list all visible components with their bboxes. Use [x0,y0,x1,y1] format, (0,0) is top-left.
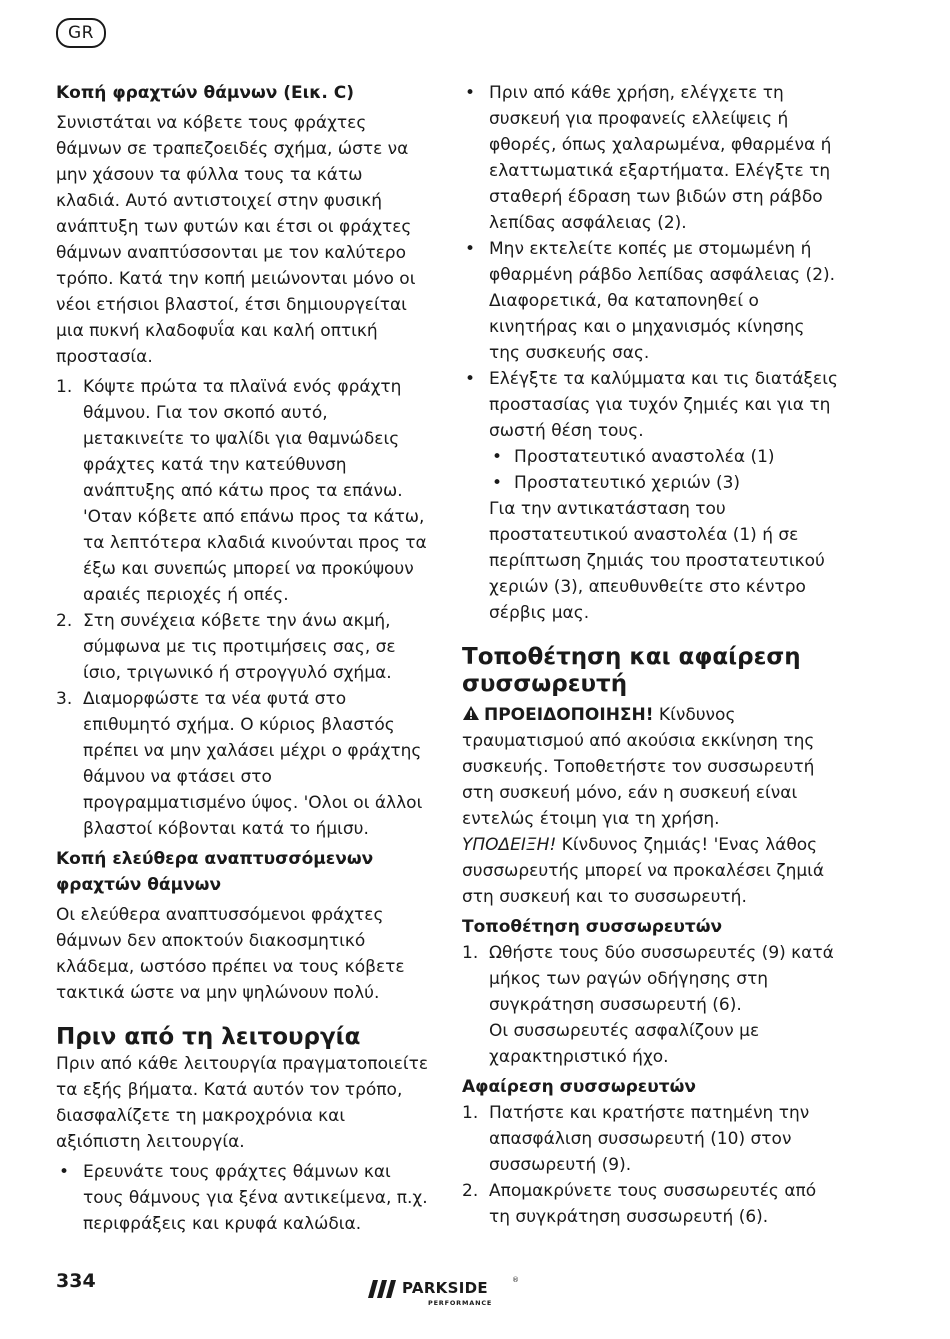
list-item [462,80,840,236]
left-column [56,80,431,1237]
list-item [56,374,431,608]
list-item-text: Προστατευτικό αναστολέα (1) [514,447,775,467]
bullet-icon: • [492,473,503,493]
paragraph-before-operation: Πριν από κάθε λειτουργία πραγματοποιείτε τα εξής βήματα. Κατά αυτόν τον τρόπο, διασφαλίζετε τη μακροχρόνια και αξιόπιστη λειτουργία. [56,1054,429,1152]
list-item-text: Πριν από κάθε χρήση, ελέγχετε τη συσκευή για προφανείς ελλείψεις ή φθορές, όπως χαλαρωμένα, φθαρμένα ή ελαττωματικά εξαρτήματα. Ελέγξτε τη σταθερή έδραση των βιδών στη ράβδο λεπίδας ασφάλειας (2). [489,83,832,233]
note-text: Κίνδυνος ζημιάς! 'Ενας λάθος συσσωρευτής μπορεί να προκαλέσει ζημιά στη συσκευή και το συσσωρευτή. [462,835,825,907]
list-item-text: Προστατευτικό χεριών (3) [514,473,741,493]
list-item-text: Διαμορφώστε τα νέα φυτά στο επιθυμητό σχήμα. Ο κύριος βλαστός πρέπει να μην χαλάσει μέχρι ο φράχτης θάμνου να φτάσει στο προγραμματισμένο ύψος. 'Ολοι οι άλλοι βλαστοί κόβονται κατά το ήμισυ. [83,689,423,839]
bullet-icon: • [465,239,476,259]
list-item-text: Στη συνέχεια κόβετε την άνω ακμή, σύμφωνα με τις προτιμήσεις σας, σε ίσιο, τριγωνικό ή στρογγυλό σχήμα. [83,611,396,683]
right-column [462,80,840,1230]
list-item-text: Ωθήστε τους δύο συσσωρευτές (9) κατά μήκος των ραγών οδήγησης στη συγκράτηση συσσωρευτή (6). [489,943,834,1015]
warning-paragraph [462,702,840,832]
paragraph-hedge-cutting: Συνιστάται να κόβετε τους φράχτες θάμνων σε τραπεζοειδές σχήμα, ώστε να μην χάσουν τα φύλλα τους τα κάτω κλαδιά. Αυτό αντιστοιχεί στην φυσική ανάπτυξη των φυτών και έτσι οι φράχτες θάμνων αναπτύσσονται με τον καλύτερο τρόπο. Κατά την κοπή μειώνονται μόνο οι νέοι ετήσιοι βλαστοί, έτσι δημιουργείται μια πυκνή κλαδοφυΐα και καλή οπτική προστασία. [56,113,416,367]
page-number: 334 [56,1270,96,1292]
paragraph-free-growing: Οι ελεύθερα αναπτυσσόμενοι φράχτες θάμνων δεν αποκτούν διακοσμητικό κλάδεμα, ωστόσο πρέπει να τους κόβετε τακτικά ώστε να μην ψηλώνουν πολύ. [56,905,405,1003]
warning-label: ΠΡΟΕΙΔΟΠΟΙΗΣΗ! [484,705,654,725]
list-item [56,608,431,686]
section-heading-remove-battery: Αφαίρεση συσσωρευτών [462,1077,696,1097]
list-number: 2. [56,611,73,631]
list-item [462,236,840,366]
list-item [462,1178,840,1230]
replacement-note: Για την αντικατάσταση του προστατευτικού αναστολέα (1) ή σε περίπτωση ζημιάς του προστατευτικού χεριών (3), απευθυνθείτε στο κέντρο σέρβις μας. [489,499,825,623]
list-number: 1. [56,377,73,397]
brand-logo [368,1278,528,1312]
logo-brand-text: PARKSIDE [402,1279,488,1297]
note-paragraph [462,832,840,910]
list-item-text: Κόψτε πρώτα τα πλαϊνά ενός φράχτη θάμνου. Για τον σκοπό αυτό, μετακινείτε το ψαλίδι για θαμνώδεις φράχτες κατά την κατεύθυνση ανάπτυξης από κάτω προς τα επάνω. 'Οταν κόβετε από επάνω προς τα κάτω, τα λεπτότερα κλαδιά κινούνται προς τα έξω και συνεπώς μπορεί να προκύψουν αραιές περιοχές ή οπές. [83,377,427,605]
section-heading-hedge-cutting: Κοπή φραχτών θάμνων (Εικ. C) [56,83,354,103]
warning-triangle-icon [462,705,480,721]
sub-list-item [462,444,840,470]
section-heading-battery: Τοποθέτηση και αφαίρεση συσσωρευτή [462,644,801,697]
section-heading-before-operation: Πριν από τη λειτουργία [56,1024,361,1050]
list-item [462,1100,840,1178]
list-item [462,366,840,444]
list-item [56,1159,431,1237]
logo-sub-text: PERFORMANCE [428,1299,493,1307]
list-item-text: Ερευνάτε τους φράχτες θάμνων και τους θάμνους για ξένα αντικείμενα, π.χ. περιφράξεις και κρυφά καλώδια. [83,1162,428,1234]
bullet-icon: • [492,447,503,467]
bullet-icon: • [465,369,476,389]
list-item-text: Πατήστε και κρατήστε πατημένη την απασφάλιση συσσωρευτή (10) στον συσσωρευτή (9). [489,1103,810,1175]
list-item-text: Μην εκτελείτε κοπές με στομωμένη ή φθαρμένη ράβδο λεπίδας ασφάλειας (2). Διαφορετικά, θα καταπονηθεί ο κινητήρας και ο μηχανισμός κίνησης της συσκευής σας. [489,239,836,363]
bullet-icon: • [465,83,476,103]
list-item [462,940,840,1018]
list-number: 2. [462,1181,479,1201]
step-result: Οι συσσωρευτές ασφαλίζουν με χαρακτηριστικό ήχο. [489,1021,760,1067]
section-heading-insert-battery: Τοποθέτηση συσσωρευτών [462,917,723,937]
note-label: ΥΠΟΔΕΙΞΗ! [462,835,557,855]
warning-text: Κίνδυνος τραυματισμού από ακούσια εκκίνηση της συσκευής. Τοποθετήστε τον συσσωρευτή στη συσκευή μόνο, εάν η συσκευή είναι εντελώς έτοιμη για τη χρήση. [462,705,815,829]
logo-slashes-icon [368,1280,398,1298]
section-heading-free-growing: Κοπή ελεύθερα αναπτυσσόμενων φραχτών θάμνων [56,849,374,895]
list-item-text: Ελέγξτε τα καλύμματα και τις διατάξεις προστασίας για τυχόν ζημιές και για τη σωστή θέση τους. [489,369,838,441]
list-number: 3. [56,689,73,709]
list-item [56,686,431,842]
bullet-icon: • [59,1162,70,1182]
list-item-text: Απομακρύνετε τους συσσωρευτές από τη συγκράτηση συσσωρευτή (6). [489,1181,817,1227]
sub-list-item [462,470,840,496]
list-number: 1. [462,943,479,963]
list-number: 1. [462,1103,479,1123]
logo-registered-mark: ® [512,1276,519,1284]
language-badge: GR [56,18,106,48]
